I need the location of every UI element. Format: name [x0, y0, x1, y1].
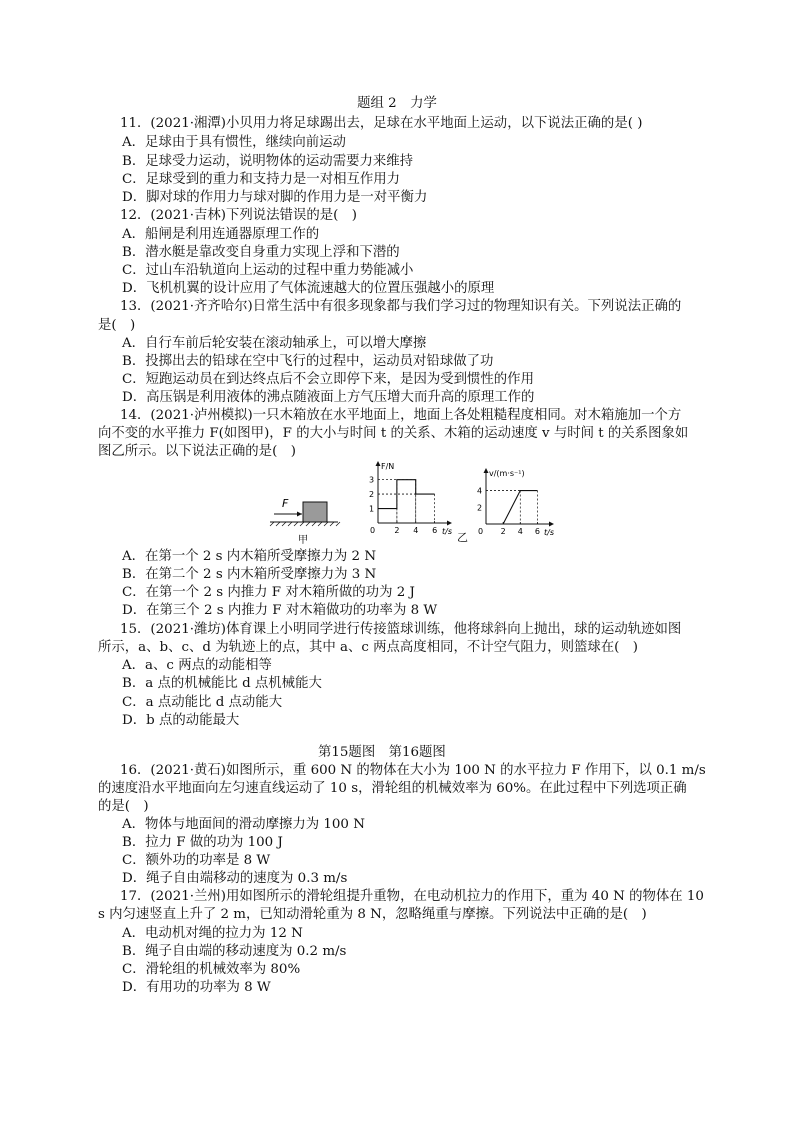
q16-option-a: A．物体与地面间的滑动摩擦力为 100 N: [122, 817, 365, 832]
q14-stem-line2: 向不变的水平推力 F(如图甲)，F 的大小与时间 t 的关系、木箱的运动速度 v 与时间 t 的关系图象如: [98, 426, 689, 441]
wooden-box: [303, 502, 327, 522]
q13-option-d: D．高压锅是利用液体的沸点随液面上方气压增大而升高的原理工作的: [122, 390, 535, 405]
chart-force-time: [362, 455, 458, 539]
q14-option-c: C．在第一个 2 s 内推力 F 对木箱所做的功为 2 J: [122, 585, 415, 600]
q11-option-c: C．足球受到的重力和支持力是一对相互作用力: [122, 172, 401, 187]
q16-stem-line1: 16．(2021·黄石)如图所示，重 600 N 的物体在大小为 100 N 的水平拉力 F 作用下，以 0.1 m/s: [120, 763, 706, 778]
q17-option-b: B．绳子自由端的移动速度为 0.2 m/s: [122, 944, 347, 959]
q17-stem-line2: s 内匀速竖直上升了 2 m，已知动滑轮重为 8 N，忽略绳重与摩擦。下列说法中正确的是( ): [98, 907, 647, 922]
q12-option-d: D．飞机机翼的设计应用了气体流速越大的位置压强越小的原理: [122, 281, 495, 296]
q12-stem: 12．(2021·吉林)下列说法错误的是( ): [120, 208, 357, 223]
x-tick-label: 4: [517, 527, 523, 536]
q14-option-a: A．在第一个 2 s 内木箱所受摩擦力为 2 N: [122, 549, 377, 564]
q16-stem-line2: 的速度沿水平地面向左匀速直线运动了 10 s，滑轮组的机械效率为 60%。在此过程中下列选项正确: [98, 781, 687, 796]
q17-stem-line1: 17．(2021·兰州)用如图所示的滑轮组提升重物，在电动机拉力的作用下，重为 40 N 的物体在 10: [120, 889, 704, 904]
q13-stem-line2: 是( ): [98, 318, 136, 333]
q16-stem-line3: 的是( ): [98, 799, 149, 814]
y-axis-label: v/(m·s⁻¹): [489, 469, 525, 478]
q15-stem-line1: 15．(2021·潍坊)体育课上小明同学进行传接篮球训练，他将球斜向上抛出，球的运动轨迹如图: [120, 622, 682, 637]
origin-label: 0: [370, 526, 376, 535]
q17-option-c: C．滑轮组的机械效率为 80%: [122, 962, 301, 977]
q13-stem-line1: 13．(2021·齐齐哈尔)日常生活中有很多现象都与我们学习过的物理知识有关。下列说法正确的: [120, 299, 682, 314]
chart-velocity-time: [470, 458, 558, 540]
q12-option-c: C．过山车沿轨道向上运动的过程中重力势能减小: [122, 263, 414, 278]
q12-option-b: B．潜水艇是靠改变自身重力实现上浮和下潜的: [122, 245, 400, 260]
q13-option-a: A．自行车前后轮安装在滚动轴承上，可以增大摩擦: [122, 336, 427, 351]
q13-option-b: B．投掷出去的铅球在空中飞行的过程中，运动员对铅球做了功: [122, 354, 494, 369]
q17-option-d: D．有用功的功率为 8 W: [122, 980, 271, 995]
q16-option-b: B．拉力 F 做的功为 100 J: [122, 835, 283, 850]
figure-caption: 第15题图 第16题图: [318, 745, 446, 760]
y-tick-label: 4: [477, 486, 483, 496]
y-axis-arrow: [484, 468, 489, 473]
x-tick-label: 2: [394, 526, 400, 535]
q17-option-a: A．电动机对绳的拉力为 12 N: [122, 926, 303, 941]
q14-stem-line1: 14．(2021·泸州模拟)一只木箱放在水平地面上，地面上各处粗糙程度相同。对木箱施加一个方: [120, 408, 682, 423]
q16-option-c: C．额外功的功率是 8 W: [122, 853, 271, 868]
q11-option-a: A．足球由于具有惯性，继续向前运动: [122, 135, 346, 150]
y-axis-label: F/N: [381, 462, 395, 471]
section-title: 题组 2 力学: [357, 96, 437, 111]
y-tick-label: 2: [477, 503, 483, 513]
q11-stem: 11．(2021·湘潭)小贝用力将足球踢出去，足球在水平地面上运动，以下说法正确的是( ): [120, 116, 643, 131]
x-axis-arrow: [549, 522, 554, 527]
q15-option-a: A．a、c 两点的动能相等: [122, 658, 272, 673]
y-tick-label: 1: [369, 504, 375, 514]
label-yi: 乙: [457, 531, 468, 544]
q12-option-a: A．船闸是利用连通器原理工作的: [122, 227, 320, 242]
q14-option-b: B．在第二个 2 s 内木箱所受摩擦力为 3 N: [122, 567, 377, 582]
data-series-line: [486, 491, 537, 524]
x-tick-label: 6: [534, 527, 541, 536]
x-axis-label: t/s: [442, 527, 452, 536]
q13-option-c: C．短跑运动员在到达终点后不会立即停下来，是因为受到惯性的作用: [122, 372, 534, 387]
q15-option-d: D．b 点的动能最大: [122, 713, 240, 728]
q11-option-b: B．足球受力运动，说明物体的运动需要力来维持: [122, 154, 414, 169]
y-tick-label: 2: [369, 490, 375, 500]
q15-stem-line2: 所示，a、b、c、d 为轨迹上的点，其中 a、c 两点高度相同，不计空气阻力，则篮球在( ): [98, 640, 638, 655]
x-axis-label: t/s: [544, 528, 554, 537]
y-tick-label: 3: [369, 475, 375, 485]
force-label: F: [282, 497, 289, 510]
y-axis-arrow: [376, 461, 381, 466]
origin-label: 0: [478, 527, 484, 536]
x-axis-arrow: [447, 521, 452, 526]
x-tick-label: 2: [500, 527, 506, 536]
ground-hatching: [270, 522, 340, 526]
q16-option-d: D．绳子自由端移动的速度为 0.3 m/s: [122, 871, 348, 886]
q14-stem-line3: 图乙所示。以下说法正确的是( ): [98, 444, 296, 459]
q15-option-b: B．a 点的机械能比 d 点机械能大: [122, 676, 322, 691]
x-tick-label: 6: [432, 526, 438, 535]
label-jia: 甲: [298, 535, 308, 546]
q14-figure-jia: [262, 490, 342, 550]
x-tick-label: 4: [413, 526, 419, 535]
q11-option-d: D．脚对球的作用力与球对脚的作用力是一对平衡力: [122, 190, 428, 205]
q15-option-c: C．a 点动能比 d 点动能大: [122, 695, 283, 710]
q14-option-d: D．在第三个 2 s 内推力 F 对木箱做功的功率为 8 W: [122, 603, 438, 618]
